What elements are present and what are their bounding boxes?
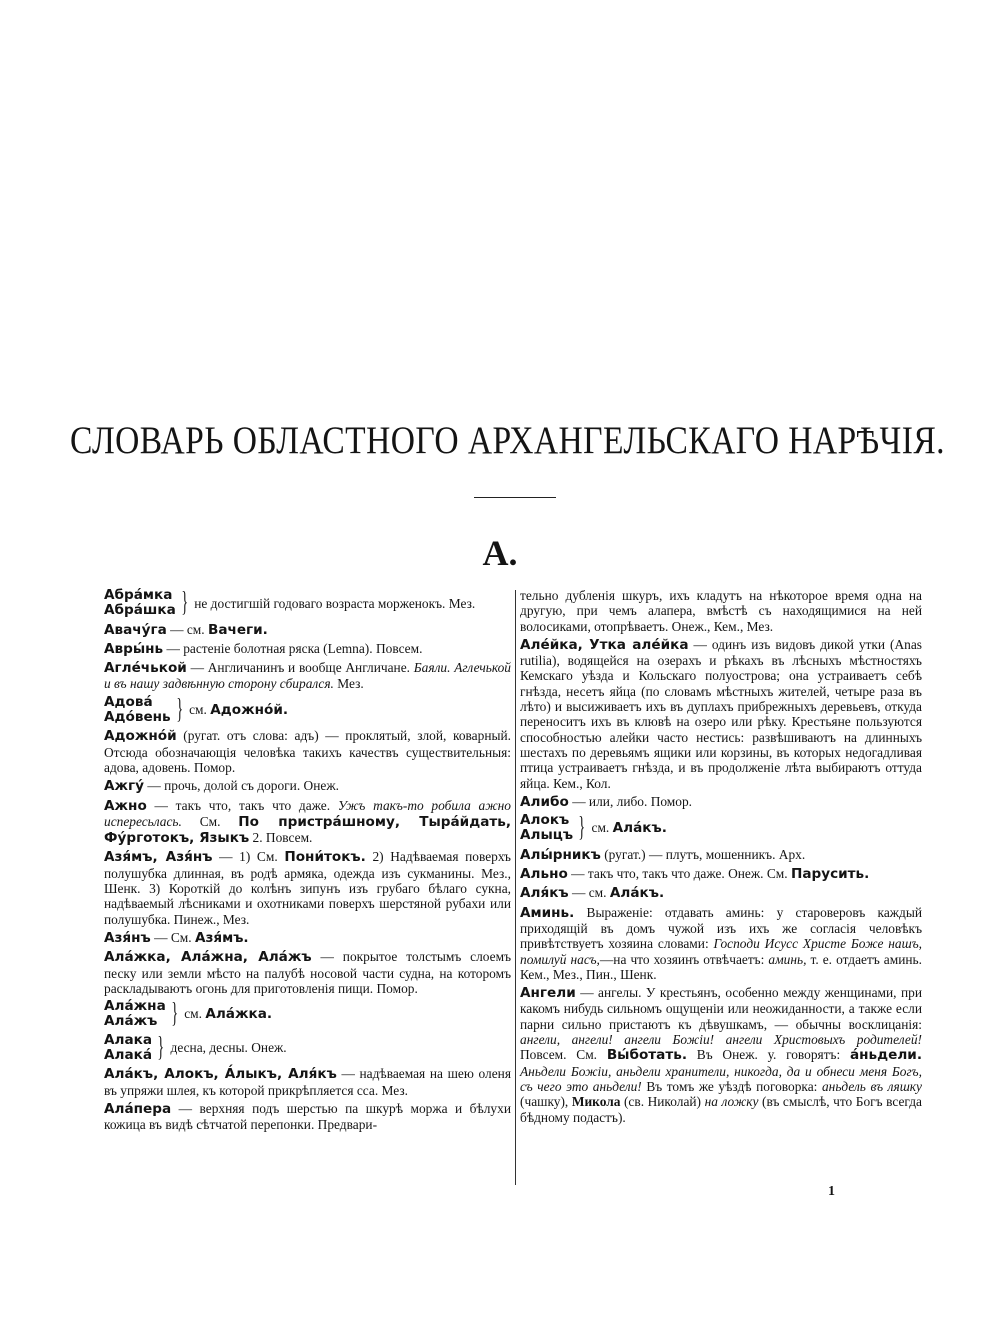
headword: Азя́нъ: [104, 929, 151, 946]
example: Господи Исусс Христе Боже нашъ, помилуй насъ,: [520, 936, 923, 967]
definition: — или, либо. Помор.: [568, 793, 693, 809]
entry-group: Адова́ Адо́вень } см. Адожно́й.: [104, 693, 289, 726]
dictionary-entry: [104, 778, 511, 794]
definition: См.: [181, 813, 239, 829]
page-number: 1: [828, 1184, 835, 1199]
headword: Адожно́й: [104, 728, 177, 745]
dictionary-entry: [520, 847, 922, 863]
definition: Въ Онеж. у. говорятъ:: [687, 1047, 850, 1063]
example: на ложку: [704, 1094, 759, 1110]
headword: Ала́жъ: [104, 1013, 158, 1030]
headword: Авачу́га: [104, 621, 167, 638]
definition: см.: [189, 701, 211, 717]
headword: Алибо: [520, 793, 569, 810]
definition: — верхняя подъ шерстью па шкурѣ моржа и бѣлухи кожица въ видѣ сѣтчатой перепонки. Предвари-: [104, 1100, 511, 1133]
definition: — покрытое толстымъ слоемъ песку или земли мѣсто на палубѣ носовой части судна, на которомъ раскладываютъ огонь для приготовленія пищи. Помор.: [104, 949, 511, 996]
dictionary-entry: [104, 930, 511, 946]
example: аминь,: [768, 951, 807, 967]
cross-reference: Пони́токъ.: [284, 849, 366, 866]
headword: Абра́шка: [104, 602, 176, 619]
example: аньдель въ ляшку: [821, 1078, 923, 1094]
entry-group: Алокъ Алыцъ } см. Ала́къ.: [520, 812, 667, 844]
headword: Але́йка, Утка але́йка: [520, 636, 689, 653]
definition: десна, десны. Онеж.: [170, 1040, 287, 1056]
headword: Аминь.: [520, 904, 575, 921]
definition: (въ смыслѣ, что Богъ всегда бѣдному подастъ).: [520, 1094, 922, 1125]
region: т. е. отдаетъ аминь. Кем., Мез., Пин., Шенк.: [520, 951, 922, 982]
dictionary-entry: [520, 885, 922, 901]
headword: Алы́рникъ: [520, 846, 601, 863]
definition: — см.: [166, 621, 208, 637]
definition: Въ томъ же уѣздѣ поговорка:: [641, 1078, 822, 1094]
headword: Аля́къ: [520, 885, 569, 902]
cross-reference: а́ньдели.: [849, 1047, 922, 1064]
definition: см.: [184, 1006, 206, 1022]
definition: см.: [591, 820, 613, 836]
dictionary-entry: [104, 622, 511, 638]
dictionary-entry: [104, 849, 511, 926]
bold-term: Микола: [571, 1094, 621, 1110]
definition: не достигшій годоваго возраста морженокъ. Мез.: [194, 595, 476, 611]
dictionary-entry: [104, 798, 511, 847]
definition: (св. Николай): [620, 1094, 705, 1110]
cross-reference: Вачеги.: [207, 621, 268, 638]
section-letter: А.: [482, 533, 518, 573]
dictionary-entry: [104, 641, 511, 657]
headword: Ала́жка, Ала́жна, Ала́жъ: [104, 949, 312, 966]
dictionary-entry: [104, 728, 511, 775]
definition: —на что хозяинъ отвѣчаетъ:: [599, 951, 769, 967]
dictionary-entry: [520, 637, 922, 791]
dictionary-entry: [104, 1066, 511, 1098]
dictionary-entry: [520, 985, 922, 1125]
headword: Ала́жна: [104, 998, 166, 1015]
definition: — 1) См.: [212, 849, 285, 865]
dictionary-entry: [520, 905, 922, 982]
headword: Ала́пера: [104, 1100, 172, 1117]
entry-group: Абра́мка Абра́шка } не достигшій годоваго возраста морженокъ. Мез.: [104, 587, 476, 619]
example: Баяли. Аглечькой и въ нашу задвѣнную сторону сбирался.: [104, 660, 512, 692]
definition: Повсем. См.: [520, 1047, 607, 1063]
headword: Алака: [104, 1031, 153, 1048]
headword: Адова́: [104, 693, 153, 710]
headword: Алыцъ: [520, 827, 574, 844]
dictionary-entry: [104, 949, 511, 996]
cross-reference: Парусить.: [790, 866, 870, 883]
headword: Абра́мка: [104, 587, 173, 603]
entry-continuation: тельно дубленія шкуръ, ихъ кладутъ на нѣкоторое время одна на другую, при чемъ алапера, вмѣстѣ съ находящимися на ней волосиками, отопрѣваетъ. Онеж., Кем., Мез.: [520, 588, 922, 634]
title-rule: [474, 497, 556, 498]
cross-reference: Азя́мъ.: [194, 929, 249, 946]
right-column: [520, 588, 922, 1128]
definition: — надѣваемая на шею оленя въ упряжи шлея, къ которой прикрѣпляется сса. Мез.: [104, 1066, 511, 1098]
headword: Ально: [520, 866, 568, 883]
headword: Агле́чькой: [104, 660, 187, 677]
entry-group: Ала́жна Ала́жъ } см. Ала́жка.: [104, 998, 273, 1030]
definition: — одинъ изъ видовъ дикой утки (Anas rutilia), водящейся на озерахъ и рѣкахъ въ лѣсныхъ мѣстностяхъ Кемскаго уѣзда и Кольскаго полуострова; она устраиваетъ себѣ гнѣзда, несетъ яйца (по словамъ мѣстныхъ жителей, четыре раза въ лѣто) и высиживаетъ ихъ въ дуплахъ прибрежныхъ деревьевъ, откуда переноситъ ихъ въ клювѣ на озеро или рѣку. Крестьяне пользуются способностью алейки часто нестись: развѣшиваютъ на длинныхъ шестахъ по деревьямъ ящики или корзины, въ которых недогадливая птица устраиваетъ гнѣзда, и въ продолженіе лѣта выбираютъ оттуда яйца. Кем., Кол.: [520, 636, 922, 791]
region: Мез.: [333, 676, 364, 692]
dictionary-entry: [520, 794, 922, 810]
definition: — растеніе болотная ряска (Lemna). Повсем.: [163, 640, 423, 656]
cross-reference: Ала́жка.: [205, 1006, 273, 1023]
example: Ужъ такъ-то робила ажно испересьлась.: [104, 797, 511, 829]
headword: Ангели: [520, 985, 576, 1002]
cross-reference: Адожно́й.: [210, 701, 289, 718]
page-title: СЛОВАРЬ ОБЛАСТНОГО АРХАНГЕЛЬСКАГО НАРѢЧІЯ.: [70, 419, 945, 462]
region: 2. Повсем.: [249, 830, 313, 846]
definition: — такъ что, такъ что даже. Онеж. См.: [567, 866, 791, 882]
definition: Выраженіе: отдавать аминь: у староверовъ каждый приходящій въ домъ чужой изъ ихъ же согласія человѣкъ привѣтствуетъ хозяина словами:: [520, 904, 922, 952]
example: Аньдели Божіи, аньдели хранители, никогда, да и обнеси меня Богъ, съ чего это аньдели!: [520, 1063, 922, 1094]
left-column: [104, 588, 511, 1136]
definition: — ангелы. У крестьянъ, особенно между женщинами, при какомъ нибудь сильномъ ощущеніи или неожиданности, а также если парни сильно пристаютъ къ дѣвушкамъ, — обычны восклицанія:: [520, 985, 922, 1032]
cross-reference: Ала́къ.: [612, 820, 667, 837]
definition: (ругат. отъ слова: адъ) — проклятый, злой, коварный. Отсюда обозначающія человѣка такихъ качествъ существительныя: адова, адовень. Помор.: [104, 728, 511, 775]
dictionary-entry: [520, 866, 922, 882]
headword: Азя́мъ, Азя́нъ: [104, 849, 213, 866]
headword: Алака́: [104, 1047, 153, 1064]
dictionary-entry: [104, 1101, 511, 1133]
definition: — такъ что, такъ что даже.: [146, 797, 338, 813]
definition: — Англичанинъ и вообще Англичане.: [186, 660, 414, 676]
definition: (чашку),: [520, 1094, 572, 1110]
dictionary-entry: [104, 660, 511, 692]
headword: Адо́вень: [104, 709, 171, 726]
example: ангели, ангели! ангели Божіи! ангели Христовыхъ родителей!: [520, 1032, 922, 1048]
cross-reference: Ала́къ.: [609, 885, 665, 902]
definition: — прочь, долой съ дороги. Онеж.: [144, 778, 339, 794]
column-divider: [515, 590, 516, 1185]
definition: 2) Надѣваемая поверхъ полушубка длинная, въ родѣ армяка, одежда изъ сукманины. Мез., Шенк. 3) Короткій до колѣнъ зипунъ изъ грубаго бѣлаго сукна, надѣваемый лѣсниками и охотниками поверхъ шерстяной рубахи или полушубка. Пинеж., Мез.: [104, 849, 511, 927]
headword: Ала́къ, Алокъ, А́лыкъ, Аля́къ: [104, 1066, 337, 1083]
headword: Ажно: [104, 797, 147, 814]
definition: (ругат.) — плутъ, мошенникъ. Арх.: [600, 846, 806, 862]
headword: Ажгу́: [104, 778, 145, 795]
definition: — См.: [150, 929, 195, 945]
headword: Авры́нь: [104, 640, 164, 657]
headword: Алокъ: [520, 812, 570, 829]
cross-reference: По пристра́шному, Тыра́йдать, Фу́рготокъ, Языкъ: [104, 813, 512, 847]
entry-group: Алака Алака́ } десна, десны. Онеж.: [104, 1031, 287, 1064]
cross-reference: Вы́ботать.: [606, 1047, 687, 1064]
definition: — см.: [568, 885, 610, 901]
